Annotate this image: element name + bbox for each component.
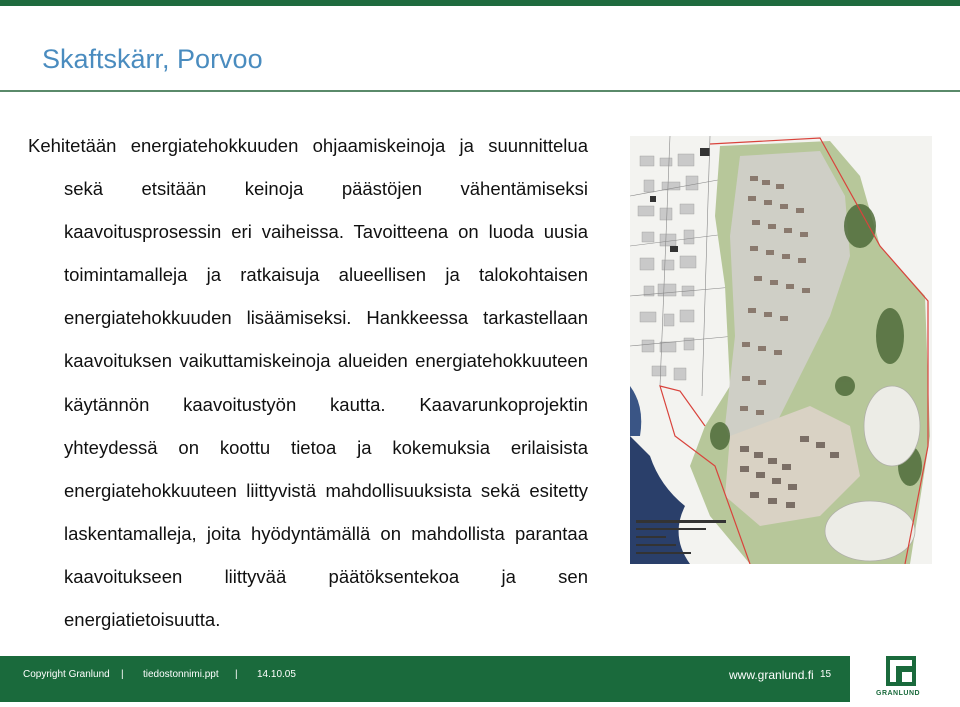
footer-separator: | bbox=[121, 669, 124, 680]
footer-bar bbox=[0, 656, 960, 702]
slide-title: Skaftskärr, Porvoo bbox=[42, 44, 263, 74]
footer-website-link[interactable]: www.granlund.fi bbox=[729, 668, 814, 682]
top-accent-bar bbox=[0, 0, 960, 6]
title-divider bbox=[0, 90, 960, 92]
granlund-logo bbox=[850, 648, 960, 702]
footer-separator: | bbox=[235, 669, 238, 680]
logo-text: GRANLUND bbox=[876, 690, 921, 697]
footer-copyright: Copyright Granlund bbox=[23, 669, 110, 680]
footer-filename: tiedostonnimi.ppt bbox=[143, 669, 219, 680]
footer-date: 14.10.05 bbox=[257, 669, 296, 680]
body-paragraph: Kehitetään energiatehokkuuden ohjaamiskeinoja ja suunnittelua sekä etsitään keinoja päästöjen vähentämiseksi kaavoitusprosessin eri vaiheissa. Tavoitteena on luoda uusia toimintamalleja ja ratkaisuja alueellisen ja talokohtaisen energiatehokkuuden lisäämiseksi. Hankkeessa tarkastellaan kaavoituksen vaikuttamiskeinoja alueiden energiatehokkuuteen käytännön kaavoitustyön kautta. Kaavarunkoprojektin yhteydessä on koottu tietoa ja kokemuksia erilaisista energiatehokkuuteen liittyvistä mahdollisuuksista sekä esitetty laskentamalleja, joita hyödyntämällä on mahdollista parantaa kaavoitukseen liittyvää päätöksentekoa ja sen energiatietoisuutta. bbox=[28, 135, 588, 631]
page-number: 15 bbox=[820, 669, 832, 680]
site-plan-map-icon bbox=[630, 136, 932, 564]
body-text bbox=[28, 124, 588, 641]
